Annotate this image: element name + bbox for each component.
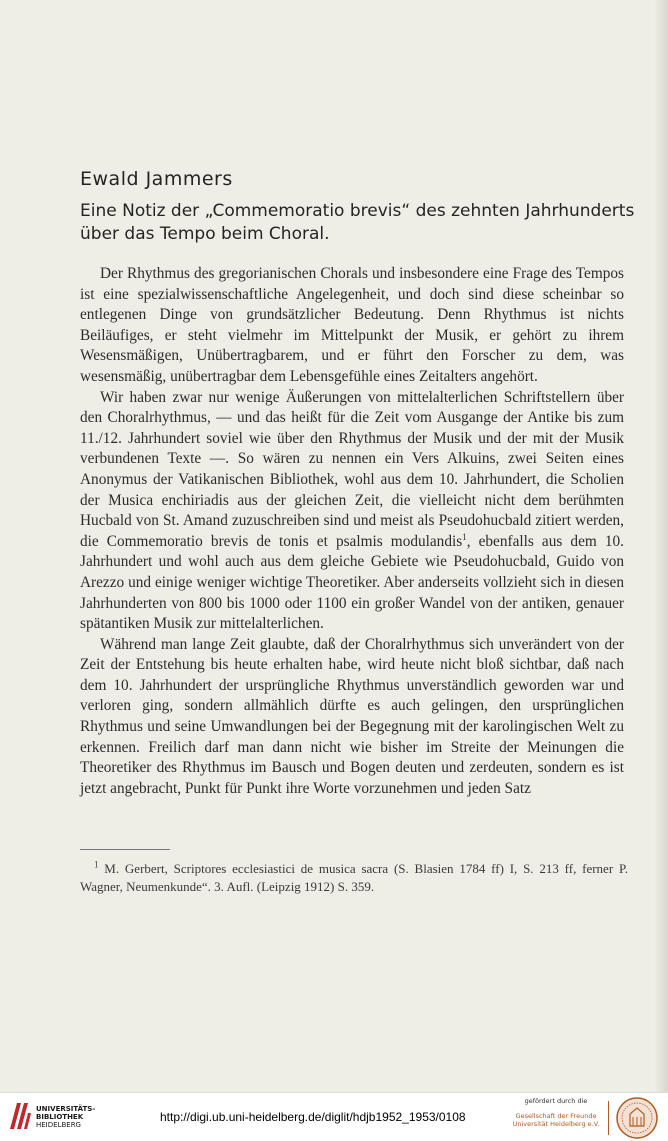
footnote-text: M. Gerbert, Scriptores ecclesiastici de musica sacra (S. Blasien 1784 ff) I, S. 213 ff, ferner P. Wagner, Neumenkunde“. 3. Aufl. (Leipzig 1912) S. 359. xyxy=(80,861,628,894)
article-title-line-2: über das Tempo beim Choral. xyxy=(80,224,330,244)
sponsor-org xyxy=(508,1112,604,1128)
footnote-marker: 1 xyxy=(94,859,99,870)
sponsor-caption: gefördert durch die xyxy=(524,1097,588,1105)
university-library-logo-icon[interactable] xyxy=(6,1099,34,1133)
library-name-line-3: HEIDELBERG xyxy=(36,1121,81,1129)
library-name-line-1: UNIVERSITÄTS- xyxy=(36,1105,96,1113)
article-author: Ewald Jammers xyxy=(80,168,233,190)
body-paragraph-2-part-b: , ebenfalls aus dem 10. Jahrhundert und wohl auch aus dem gleiche Gebiete wie Pseudohucbald, Guido von Arezzo und einige weniger wichtige Theoretiker. Aber anderseits vollzieht sich in diesen Jahrhunderten von 800 bis 1000 oder 1100 ein großer Wandel von der antiken, genauer spätantiken Musik zur mittelalterlichen. xyxy=(80,532,624,633)
sponsor-org-line-2: Universität Heidelberg e.V. xyxy=(512,1120,600,1128)
footnotes xyxy=(80,860,628,896)
article-title-line-1: Eine Notiz der „Commemoratio brevis“ des zehnten Jahrhunderts xyxy=(80,201,635,221)
body-paragraph-1: Der Rhythmus des gregorianischen Chorals und insbesondere eine Frage des Tempos ist eine spezialwissenschaftliche Angelegenheit, und doch sind diese scheinbar so entlegenen Dinge von grundsätzlicher Bedeutung. Denn Rhythmus ist nichts Beiläufiges, er steht vielmehr im Mittelpunkt der Musik, er gehört zu ihrem Wesensmäßigen, Unübertragbarem, und er führt den Forscher zu dem, was wesensmäßig, unübertragbar dem Lebensgefühle eines Zeitalters angehört. xyxy=(80,265,624,385)
footnote-1 xyxy=(80,860,628,896)
page-edge-shadow xyxy=(654,0,668,1092)
article-title xyxy=(80,200,640,246)
body-paragraph-2-part-a: Wir haben zwar nur wenige Äußerungen von mittelalterlichen Schriftstellern über den Choralrhythmus, — und das heißt für die Zeit vom Ausgange der Antike bis zum 11./12. Jahrhundert soviel wie über den Rhythmus der Musik und der mit der Musik verbundenen Texte —. So wären zu nennen ein Vers Alkuins, zwei Seiten eines Anonymus der Vatikanischen Bibliothek, wohl aus dem 10. Jahrhundert, die Scholien der Musica enchiriadis aus der gleichen Zeit, die vielleicht nicht dem berühmten Hucbald von St. Amand zuzuschreiben sind und meist als Pseudohucbald zitiert werden, die Commemoratio brevis de tonis et psalmis modulandis xyxy=(80,388,624,550)
university-seal-icon xyxy=(615,1096,659,1140)
footnote-divider xyxy=(80,849,170,850)
library-name-line-2: BIBLIOTHEK xyxy=(36,1113,84,1121)
sponsor-divider xyxy=(608,1101,609,1135)
sponsor-org-line-1: Gesellschaft der Freunde xyxy=(515,1112,597,1120)
body-paragraph-2 xyxy=(80,388,624,635)
footnote-reference: 1 xyxy=(462,531,467,542)
permalink-url[interactable]: http://digi.ub.uni-heidelberg.de/diglit/hdjb1952_1953/0108 xyxy=(160,1110,466,1124)
viewer-footer xyxy=(0,1092,668,1141)
article-body xyxy=(80,264,624,799)
sponsor-credit xyxy=(508,1097,604,1128)
body-paragraph-3: Während man lange Zeit glaubte, daß der Choralrhythmus sich unverändert von der Zeit der Entstehung bis heute erhalten habe, wird heute nicht bloß sichtbar, daß nach dem 10. Jahrhundert der ursprüngliche Rhythmus unverständlich geworden war und verloren ging, sondern allmählich dürfte es auch gelingen, den ursprünglichen Rhythmus und seine Umwandlungen bei der Begegnung mit der karolingischen Welt zu erkennen. Freilich darf man dann nicht wie bisher im Streite der Meinungen die Theoretiker des Rhythmus im Bausch und Bogen deuten und zerdeuten, sondern es ist jetzt angebracht, Punkt für Punkt ihre Worte vorzunehmen und jeden Satz xyxy=(80,635,624,797)
library-name xyxy=(36,1105,95,1129)
